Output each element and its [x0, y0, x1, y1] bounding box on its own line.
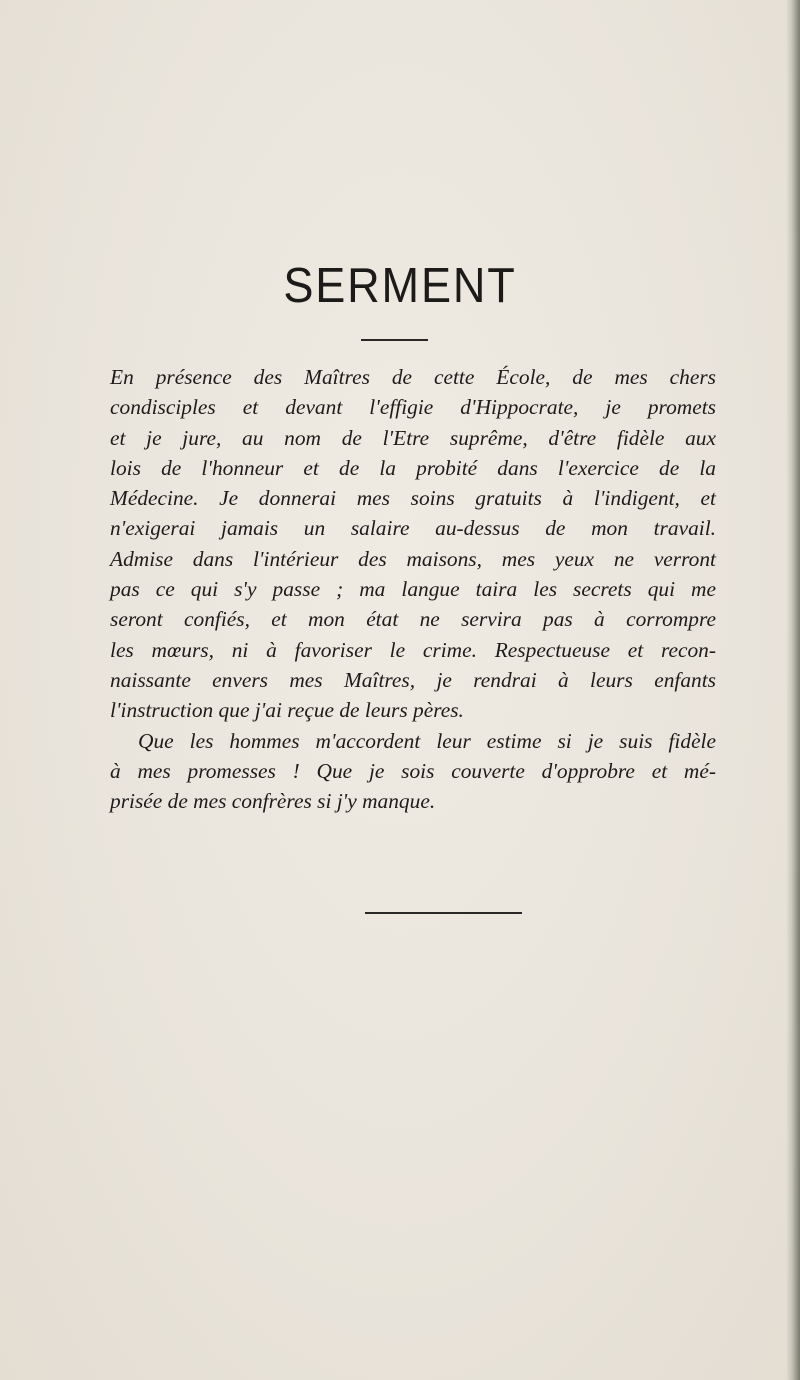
text-line: à mes promesses ! Que je sois couverte d'opprobre et mé-: [110, 758, 716, 783]
page-title: SERMENT: [283, 259, 517, 313]
text-line: En présence des Maîtres de cette École, de mes chers: [110, 365, 716, 389]
text-line: n'exigerai jamais un salaire au-dessus de mon travail.: [110, 516, 716, 541]
text-line: naissante envers mes Maîtres, je rendrai à leurs enfants: [110, 667, 716, 692]
text-line: Que les hommes m'accordent leur estime si je suis fidèle: [138, 728, 716, 753]
text-line: Médecine. Je donnerai mes soins gratuits à l'indigent, et: [110, 486, 716, 511]
text-line: prisée de mes confrères si j'y manque.: [110, 789, 436, 814]
title-divider: [361, 339, 428, 341]
text-line: et je jure, au nom de l'Etre suprême, d'être fidèle aux: [110, 425, 716, 450]
text-line: les mœurs, ni à favoriser le crime. Respectueuse et recon-: [110, 637, 716, 662]
text-line: lois de l'honneur et de la probité dans l'exercice de la: [110, 455, 716, 480]
text-line: condisciples et devant l'effigie d'Hippocrate, je promets: [110, 395, 716, 420]
oath-text: [110, 362, 716, 816]
text-line: seront confiés, et mon état ne servira pas à corrompre: [110, 607, 716, 632]
text-line: pas ce qui s'y passe ; ma langue taira les secrets qui me: [110, 577, 716, 602]
text-line: Admise dans l'intérieur des maisons, mes yeux ne verront: [110, 546, 716, 571]
text-line: l'instruction que j'ai reçue de leurs pères.: [110, 698, 464, 723]
page-edge-shadow: [786, 0, 800, 1380]
closing-divider: [365, 912, 522, 914]
